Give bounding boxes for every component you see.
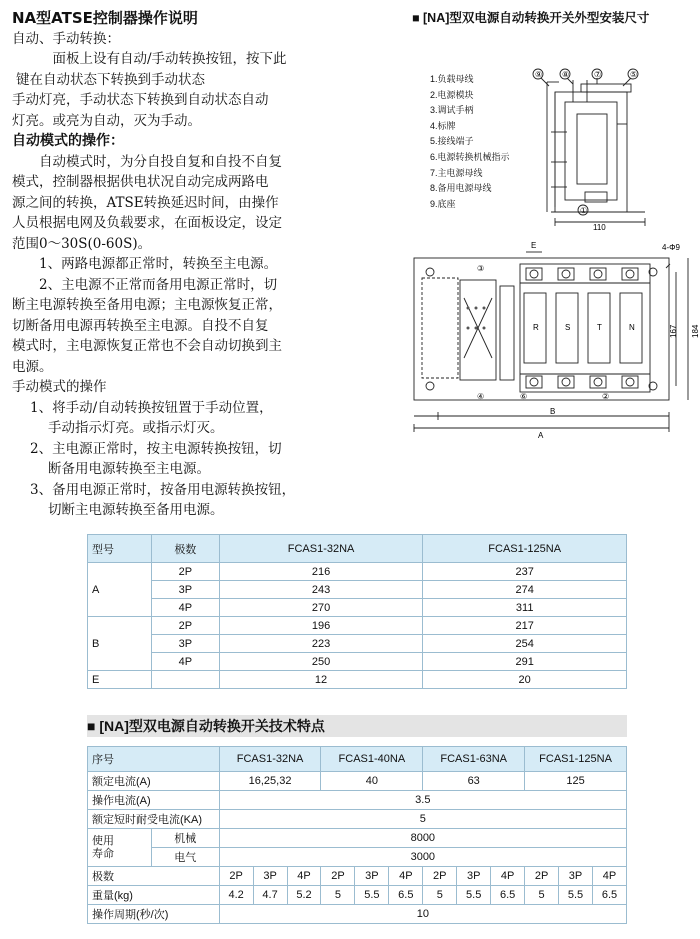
cell: 63	[423, 772, 525, 791]
cell: 6.5	[389, 886, 423, 905]
th-model: FCAS1-63NA	[423, 747, 525, 772]
callout-9: ⑨	[535, 70, 543, 79]
para: 手动指示灯亮。或指示灯灭。	[48, 420, 224, 436]
cell: 3P	[151, 635, 219, 653]
side-view-drawing	[525, 62, 665, 232]
row-label: 操作周期(秒/次)	[88, 905, 220, 924]
cell: 3P	[559, 867, 593, 886]
cell: 2P	[321, 867, 355, 886]
row-label-B: B	[88, 617, 152, 671]
cell: 5.5	[355, 886, 389, 905]
legend-item: 2.电源模块	[430, 89, 474, 100]
cell: 16,25,32	[219, 772, 321, 791]
table-row	[88, 810, 627, 829]
cell: 6.5	[491, 886, 525, 905]
table-header	[88, 747, 627, 772]
th-model: 型号	[88, 535, 152, 563]
legend-item: 5.接线端子	[430, 136, 474, 147]
para: 断备用电源转换至主电源。	[48, 461, 210, 477]
cell: 274	[423, 581, 627, 599]
row-label: 电气	[151, 848, 219, 867]
cell: 20	[423, 671, 627, 689]
para: 自动模式时，为分自投自复和自投不自复	[39, 153, 282, 170]
cell: 250	[219, 653, 423, 671]
dim-4phi9: 4-Φ9	[662, 243, 680, 252]
callout-8: ⑧	[562, 70, 570, 79]
cell: 8000	[219, 829, 626, 848]
cell: 270	[219, 599, 423, 617]
cell: 4P	[389, 867, 423, 886]
cell	[151, 671, 219, 689]
cell: 2P	[423, 867, 457, 886]
para: 面板上设有自动/手动转换按钮，按下此	[52, 51, 287, 67]
th-model: FCAS1-40NA	[321, 747, 423, 772]
para: 1、将手动/自动转换按钮置于手动位置，	[30, 399, 273, 416]
table-row	[88, 617, 627, 635]
table-row	[88, 772, 627, 791]
cell: 311	[423, 599, 627, 617]
table-row	[88, 886, 627, 905]
front-view-drawing	[408, 238, 700, 443]
th-col2: FCAS1-125NA	[423, 535, 627, 563]
cell: 3P	[457, 867, 491, 886]
cell: 5	[525, 886, 559, 905]
table-row	[88, 791, 627, 810]
life-label-2: 寿命	[92, 847, 114, 860]
cell: 223	[219, 635, 423, 653]
row-label: 重量(kg)	[88, 886, 220, 905]
para: 模式，控制器根据供电状况自动完成两路电	[12, 174, 269, 190]
cell: 5.2	[287, 886, 321, 905]
cell: 40	[321, 772, 423, 791]
tech-section-title: ■ [NA]型双电源自动转换开关技术特点	[87, 715, 627, 737]
cell: 4.7	[253, 886, 287, 905]
cell: 4P	[592, 867, 626, 886]
para: 模式时，主电源恢复正常也不会自动切换到主	[12, 338, 282, 354]
table-row	[88, 671, 627, 689]
para: 3、备用电源正常时，按备用电源转换按钮，	[30, 481, 296, 498]
cell: 4P	[491, 867, 525, 886]
row-label-E: E	[88, 671, 152, 689]
table-row	[88, 599, 627, 617]
legend-item: 3.调试手柄	[430, 105, 474, 116]
cell: 243	[219, 581, 423, 599]
cell: 3P	[355, 867, 389, 886]
para: 键在自动状态下转换到手动状态	[16, 71, 205, 88]
pole-label: R	[533, 323, 539, 332]
cell: 5	[423, 886, 457, 905]
tech-table	[87, 746, 627, 924]
table-row	[88, 653, 627, 671]
cell: 196	[219, 617, 423, 635]
para: 人员根据电网及负载要求，在面板设定，设定	[12, 215, 282, 231]
para: 手动灯亮，手动状态下转换到自动状态自动	[12, 92, 269, 108]
table-row	[88, 581, 627, 599]
para: 2、主电源正常时，按主电源转换按钮，切	[30, 440, 282, 457]
cell: 5	[321, 886, 355, 905]
legend-item: 8.备用电源母线	[430, 183, 492, 194]
dim-167: 167	[669, 324, 678, 338]
callout-4: ④	[477, 392, 485, 401]
cell: 3000	[219, 848, 626, 867]
callout-7: ⑦	[594, 70, 602, 79]
cell: 2P	[525, 867, 559, 886]
table-row	[88, 848, 627, 867]
para: 电源。	[12, 358, 53, 375]
callout-3: ③	[477, 264, 485, 273]
legend-item: 4.标牌	[430, 120, 456, 131]
cell: 5.5	[457, 886, 491, 905]
cell: 216	[219, 563, 423, 581]
para: 切断备用电源再转换至主电源。自投不自复	[12, 317, 269, 334]
dim-A: A	[538, 431, 544, 440]
cell: 5	[219, 810, 626, 829]
cell: 10	[219, 905, 626, 924]
callout-6: ⑥	[520, 392, 528, 401]
cell: 2P	[219, 867, 253, 886]
para: 范围0～30S(0-60S)。	[12, 235, 152, 252]
pole-label: T	[597, 323, 602, 332]
para: 断主电源转换至备用电源；主电源恢复正常，	[12, 297, 282, 313]
th-model: FCAS1-32NA	[219, 747, 321, 772]
cell: 4P	[287, 867, 321, 886]
life-label-1: 使用	[92, 834, 114, 847]
cell: 12	[219, 671, 423, 689]
table-row	[88, 905, 627, 924]
row-label: 额定短时耐受电流(KA)	[88, 810, 220, 829]
callout-5: ⑤	[630, 70, 638, 79]
cell: 125	[525, 772, 627, 791]
table-header	[88, 535, 627, 563]
legend-item: 7.主电源母线	[430, 167, 483, 178]
cell: 291	[423, 653, 627, 671]
row-label-life	[88, 829, 152, 867]
instructions-title: NA型ATSE控制器操作说明	[12, 9, 198, 27]
cell: 254	[423, 635, 627, 653]
callout-2: ②	[602, 392, 610, 401]
para: 源之间的转换，ATSE转换延迟时间，由操作	[12, 194, 279, 211]
table-row	[88, 867, 627, 886]
table-row	[88, 563, 627, 581]
cell: 217	[423, 617, 627, 635]
dim-110: 110	[593, 223, 606, 232]
cell: 6.5	[592, 886, 626, 905]
para: 2、主电源不正常而备用电源正常时，切	[39, 276, 278, 293]
diagram-legend	[430, 72, 510, 212]
dim-E: E	[531, 241, 537, 250]
th-model: FCAS1-125NA	[525, 747, 627, 772]
row-label-A: A	[88, 563, 152, 617]
pole-label: N	[629, 323, 635, 332]
cell: 3P	[151, 581, 219, 599]
para: 切断主电源转换至备用电源。	[48, 502, 224, 518]
diagram-title: ■ [NA]型双电源自动转换开关外型安装尺寸	[412, 11, 650, 25]
instructions-section	[12, 8, 342, 521]
cell: 4P	[151, 599, 219, 617]
cell: 4.2	[219, 886, 253, 905]
th-poles: 极数	[151, 535, 219, 563]
dim-184: 184	[691, 324, 700, 338]
row-label: 额定电流(A)	[88, 772, 220, 791]
cell: 2P	[151, 617, 219, 635]
table-row	[88, 635, 627, 653]
heading-manual-mode: 手动模式的操作	[12, 379, 107, 395]
th-seq: 序号	[88, 747, 220, 772]
cell: 237	[423, 563, 627, 581]
para: 1、两路电源都正常时，转换至主电源。	[39, 256, 278, 272]
pole-label: S	[565, 323, 571, 332]
cell: 3.5	[219, 791, 626, 810]
cell: 4P	[151, 653, 219, 671]
heading-auto-manual: 自动、手动转换：	[12, 30, 120, 47]
legend-item: 6.电源转换机械指示	[430, 151, 510, 162]
cell: 5.5	[559, 886, 593, 905]
heading-auto-mode: 自动模式的操作：	[12, 133, 124, 149]
cell: 2P	[151, 563, 219, 581]
row-label: 极数	[88, 867, 220, 886]
dim-B: B	[550, 407, 556, 416]
legend-item: 1.负载母线	[430, 74, 474, 84]
para: 灯亮。或亮为自动，灭为手动。	[12, 112, 201, 129]
legend-item: 9.底座	[430, 198, 456, 209]
row-label: 操作电流(A)	[88, 791, 220, 810]
th-col1: FCAS1-32NA	[219, 535, 423, 563]
callout-1: ①	[580, 206, 588, 215]
table-row	[88, 829, 627, 848]
row-label: 机械	[151, 829, 219, 848]
dimension-table	[87, 534, 627, 689]
cell: 3P	[253, 867, 287, 886]
